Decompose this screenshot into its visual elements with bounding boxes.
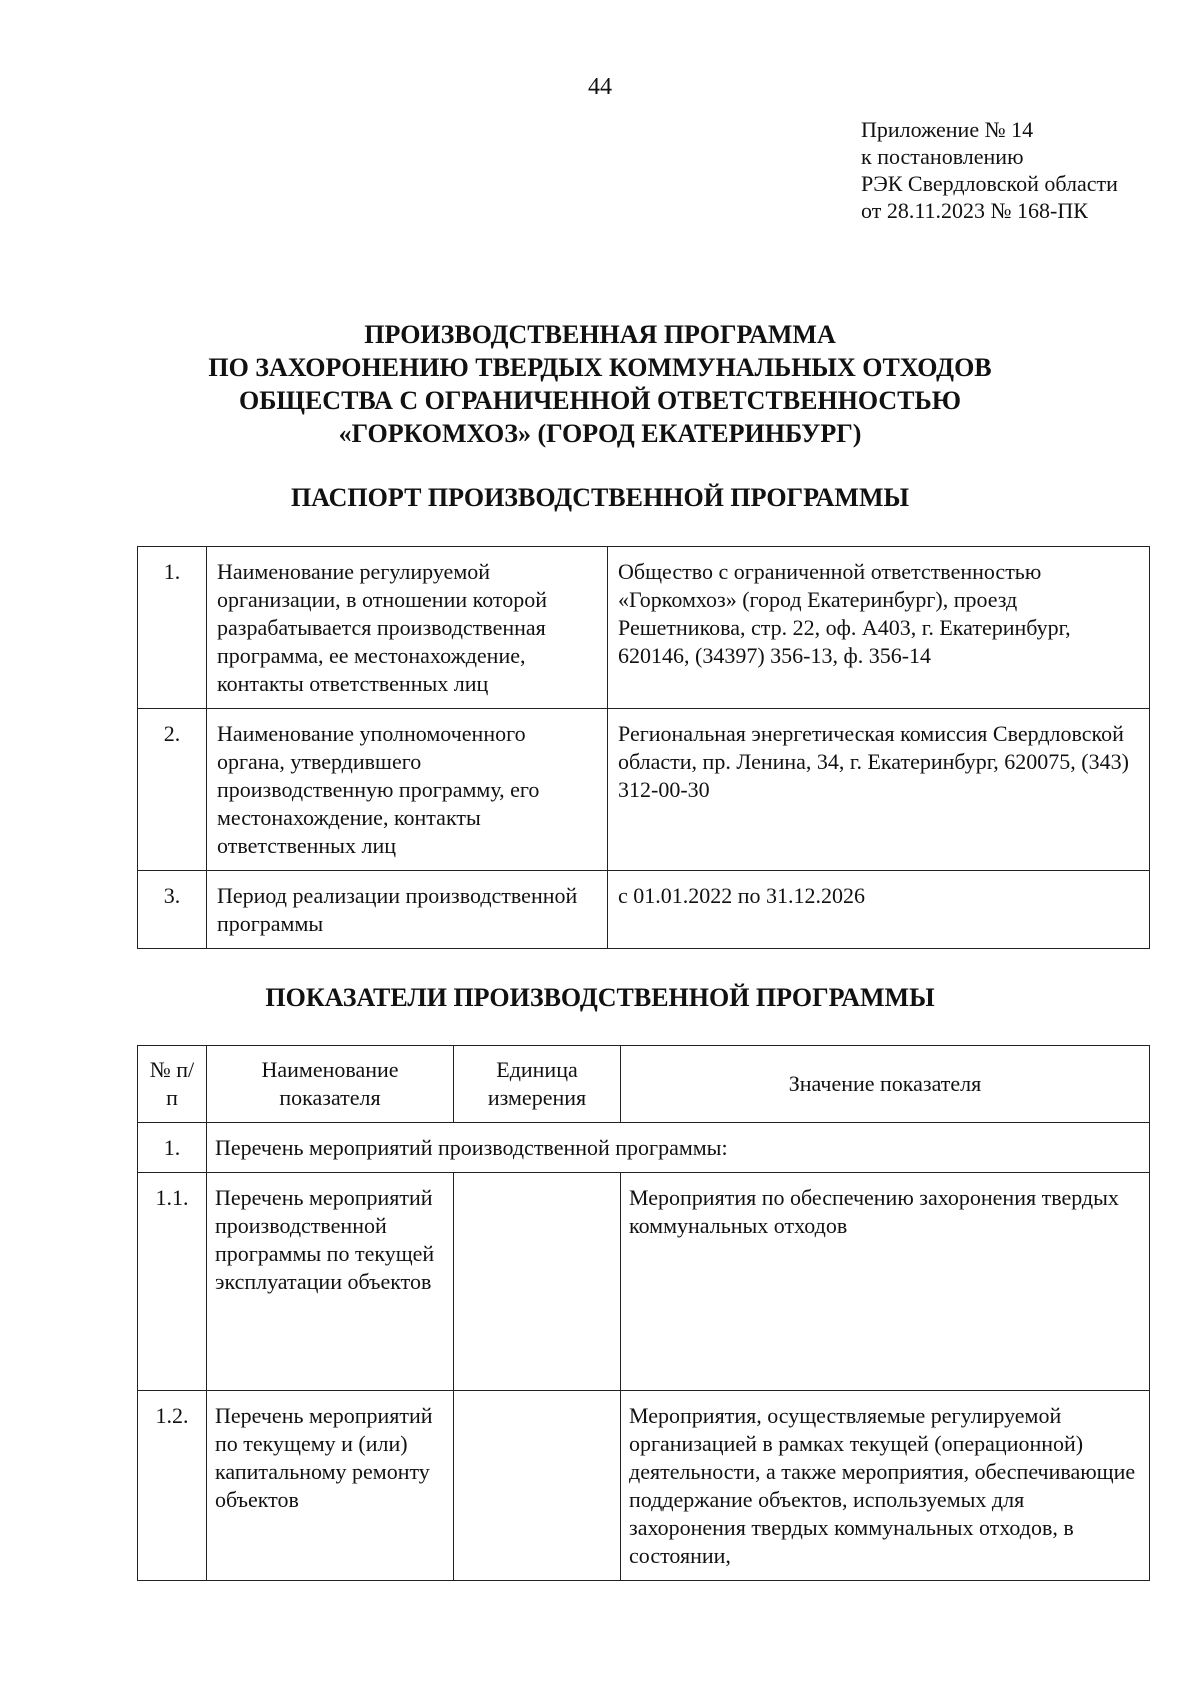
table-row bbox=[138, 709, 1150, 871]
indicator-value: Мероприятия по обеспечению захоронения твердых коммунальных отходов bbox=[621, 1173, 1150, 1391]
row-number: 2. bbox=[138, 709, 207, 871]
header-row bbox=[138, 1046, 1150, 1123]
indicator-unit bbox=[454, 1391, 621, 1581]
column-header-name: Наименование показателя bbox=[207, 1046, 454, 1123]
table-row bbox=[138, 1391, 1150, 1581]
indicators-table bbox=[137, 1045, 1150, 1581]
indicator-name: Перечень мероприятий производственной программы по текущей эксплуатации объектов bbox=[207, 1173, 454, 1391]
row-label: Наименование уполномоченного органа, утвердившего производственную программу, его местонахождение, контакты ответственных лиц bbox=[207, 709, 608, 871]
passport-table bbox=[137, 546, 1150, 949]
row-value: Общество с ограниченной ответственностью «Горкомхоз» (город Екатеринбург), проезд Решетникова, стр. 22, оф. А403, г. Екатеринбург, 620146, (34397) 356-13, ф. 356-14 bbox=[608, 547, 1150, 709]
indicator-value: Мероприятия, осуществляемые регулируемой организацией в рамках текущей (операционной) деятельности, а также мероприятия, обеспечивающие поддержание объектов, используемых для захоронения твердых коммунальных отходов, в состоянии, bbox=[621, 1391, 1150, 1581]
document-title bbox=[0, 318, 1200, 450]
row-number: 1.1. bbox=[138, 1173, 207, 1391]
group-heading: Перечень мероприятий производственной программы: bbox=[207, 1123, 1150, 1173]
row-label: Период реализации производственной программы bbox=[207, 871, 608, 949]
approval-line: РЭК Свердловской области bbox=[861, 171, 1118, 196]
row-number: 1. bbox=[138, 547, 207, 709]
approval-line: Приложение № 14 bbox=[861, 117, 1034, 142]
table-row bbox=[138, 547, 1150, 709]
row-value: с 01.01.2022 по 31.12.2026 bbox=[608, 871, 1150, 949]
indicator-name: Перечень мероприятий по текущему и (или) капитальному ремонту объектов bbox=[207, 1391, 454, 1581]
column-header-value: Значение показателя bbox=[621, 1046, 1150, 1123]
approval-line: к постановлению bbox=[861, 144, 1024, 169]
row-value: Региональная энергетическая комиссия Свердловской области, пр. Ленина, 34, г. Екатеринбург, 620075, (343) 312-00-30 bbox=[608, 709, 1150, 871]
table-row bbox=[138, 1173, 1150, 1391]
row-number: 1.2. bbox=[138, 1391, 207, 1581]
title-line: ПО ЗАХОРОНЕНИЮ ТВЕРДЫХ КОММУНАЛЬНЫХ ОТХОДОВ bbox=[208, 353, 992, 382]
column-header-unit: Единица измерения bbox=[454, 1046, 621, 1123]
indicator-unit bbox=[454, 1173, 621, 1391]
table-row bbox=[138, 871, 1150, 949]
group-row bbox=[138, 1123, 1150, 1173]
row-label: Наименование регулируемой организации, в отношении которой разрабатывается производственная программа, ее местонахождение, контакты ответственных лиц bbox=[207, 547, 608, 709]
row-number: 1. bbox=[138, 1123, 207, 1173]
title-line: ОБЩЕСТВА С ОГРАНИЧЕННОЙ ОТВЕТСТВЕННОСТЬЮ bbox=[238, 386, 961, 415]
title-line: ПРОИЗВОДСТВЕННАЯ ПРОГРАММА bbox=[364, 320, 836, 349]
passport-section-title: ПАСПОРТ ПРОИЗВОДСТВЕННОЙ ПРОГРАММЫ bbox=[290, 483, 910, 512]
approval-block bbox=[861, 116, 1181, 224]
row-number: 3. bbox=[138, 871, 207, 949]
title-line: «ГОРКОМХОЗ» (ГОРОД ЕКАТЕРИНБУРГ) bbox=[338, 419, 862, 448]
indicators-section-title: ПОКАЗАТЕЛИ ПРОИЗВОДСТВЕННОЙ ПРОГРАММЫ bbox=[265, 983, 935, 1012]
approval-line: от 28.11.2023 № 168-ПК bbox=[861, 198, 1088, 223]
column-header-number: № п/п bbox=[138, 1046, 207, 1123]
page-number: 44 bbox=[588, 74, 612, 100]
